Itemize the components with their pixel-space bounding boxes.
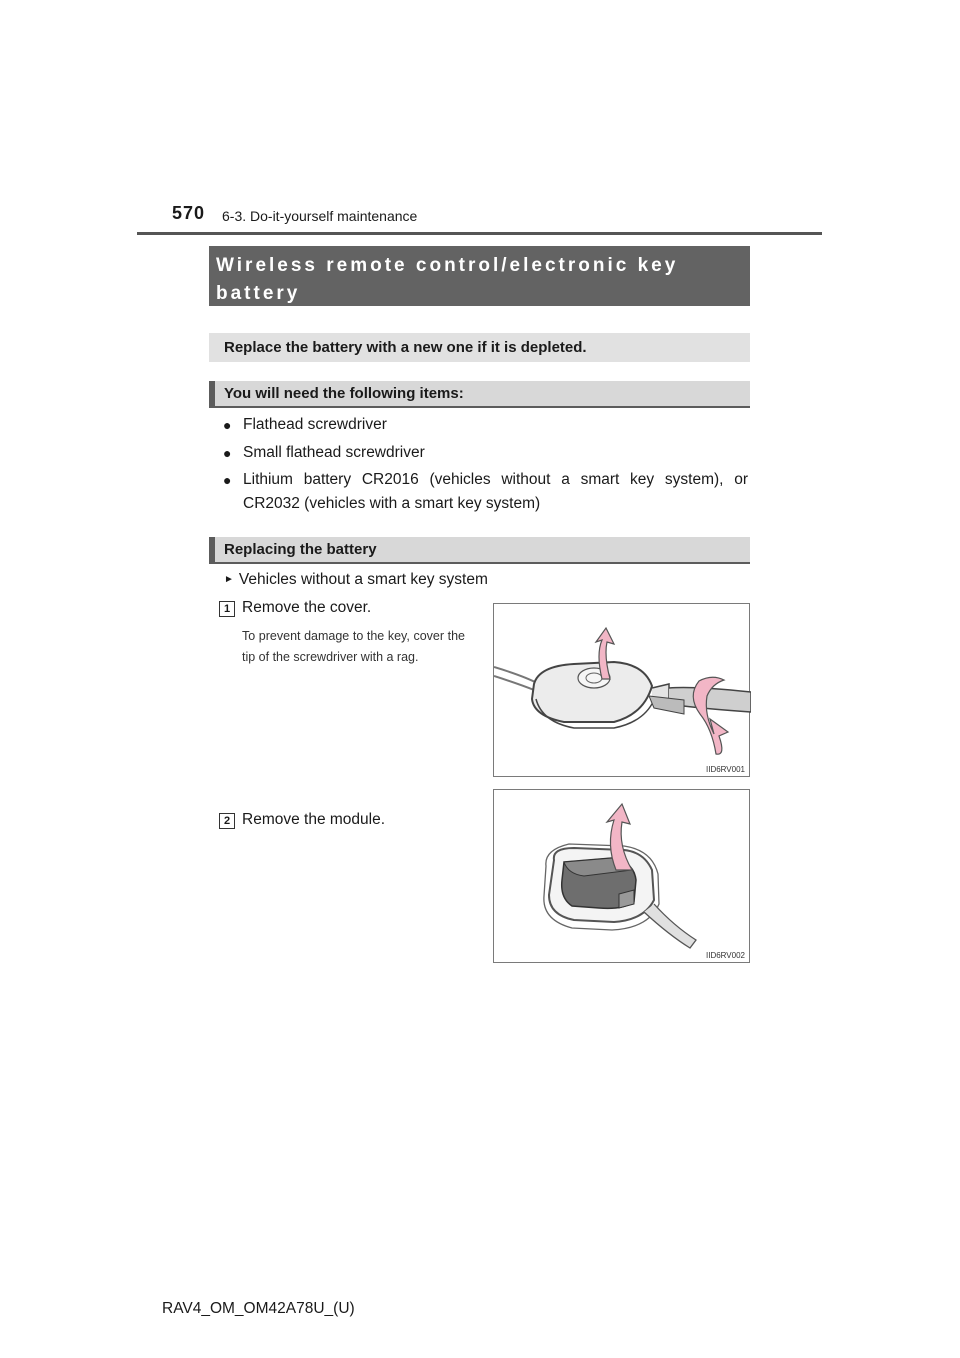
list-item-text: Lithium battery CR2016 (vehicles without a smart key system), or CR2032 (vehicles with a smart key system): [243, 471, 748, 512]
figure-code: IID6RV002: [706, 951, 745, 960]
list-item-text: Small flathead screwdriver: [243, 444, 425, 461]
replace-heading: Replacing the battery: [209, 537, 750, 564]
figure-remove-module: [493, 789, 750, 963]
page-number: 570: [172, 203, 206, 223]
step-2-text: Remove the module.: [242, 811, 386, 828]
header-divider: [137, 232, 822, 235]
list-item-text: Flathead screwdriver: [243, 416, 387, 433]
vehicle-type-label: Vehicles without a smart key system: [238, 571, 488, 588]
key-cover-illustration: [494, 604, 751, 778]
intro-text: Replace the battery with a new one if it is depleted.: [209, 333, 750, 362]
figure-code: IID6RV001: [706, 765, 745, 774]
bullet-icon: ●: [223, 472, 232, 488]
page-title: Wireless remote control/electronic key battery: [209, 246, 750, 306]
items-heading: You will need the following items:: [209, 381, 750, 408]
list-item: [223, 441, 748, 465]
step-number-2: 2: [219, 813, 235, 829]
bullet-icon: ●: [223, 417, 232, 433]
vehicle-type-row: [224, 571, 488, 589]
key-module-illustration: [494, 790, 751, 964]
section-title: 6-3. Do-it-yourself maintenance: [222, 208, 418, 224]
bullet-icon: ●: [223, 445, 232, 461]
footer-doc-code: RAV4_OM_OM42A78U_(U): [162, 1300, 355, 1317]
list-item: [223, 468, 748, 516]
step-number-1: 1: [219, 601, 235, 617]
list-item: [223, 413, 748, 437]
step-1-note: To prevent damage to the key, cover the tip of the screwdriver with a rag.: [242, 629, 465, 664]
arrow-icon: ►: [224, 574, 234, 585]
step-1-text: Remove the cover.: [242, 599, 372, 616]
figure-remove-cover: [493, 603, 750, 777]
